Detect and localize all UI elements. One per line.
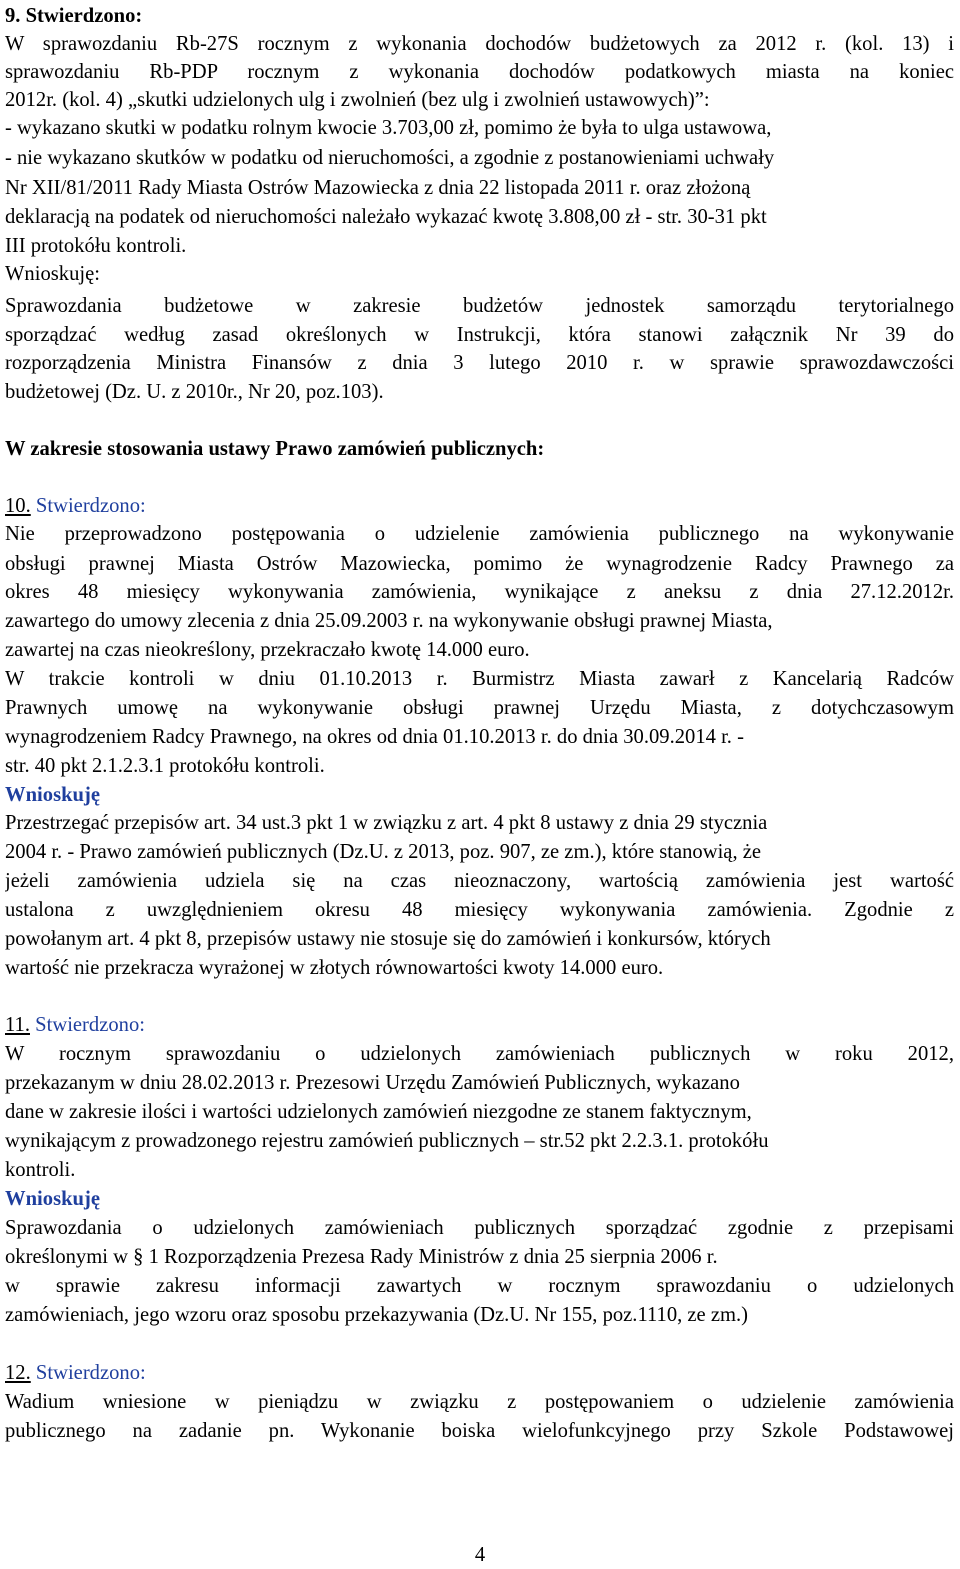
section-10-line-3: okres 48 miesięcy wykonywania zamówienia, wynikające z aneksu z dnia 27.12.2012r. <box>5 581 954 603</box>
page-number: 4 <box>474 1544 486 1566</box>
section-9-recommend-line-3: rozporządzenia Ministra Finansów z dnia 3 lutego 2010 r. w sprawie sprawozdawczości <box>5 352 954 374</box>
section-11-label: Stwierdzono: <box>35 1014 145 1036</box>
section-11-line-2: przekazanym w dniu 28.02.2013 r. Prezesowi Urzędu Zamówień Publicznych, wykazano <box>5 1072 740 1094</box>
section-9-line-8: III protokółu kontroli. <box>5 235 187 257</box>
section-11-recommend-line-1: Sprawozdania o udzielonych zamówieniach publicznych sporządzać zgodnie z przepisami <box>5 1217 954 1239</box>
section-11-recommend-line-3: w sprawie zakresu informacji zawartych w rocznym sprawozdaniu o udzielonych <box>5 1275 954 1297</box>
section-10-number: 10. <box>5 495 31 517</box>
section-11-recommend-label: Wnioskuję <box>5 1188 100 1210</box>
section-10-label: Stwierdzono: <box>35 495 146 517</box>
section-11-line-3: dane w zakresie ilości i wartości udzielonych zamówień niezgodne ze stanem faktycznym, <box>5 1101 752 1123</box>
section-9-line-6: Nr XII/81/2011 Rady Miasta Ostrów Mazowiecka z dnia 22 listopada 2011 r. oraz złożoną <box>5 177 751 199</box>
section-10-line-4: zawartego do umowy zlecenia z dnia 25.09.2003 r. na wykonywanie obsługi prawnej Miasta, <box>5 610 773 632</box>
section-10-line-6: W trakcie kontroli w dniu 01.10.2013 r. Burmistrz Miasta zawarł z Kancelarią Radców <box>5 668 954 690</box>
section-12-line-1: Wadium wniesione w pieniądzu w związku z postępowaniem o udzielenie zamówienia <box>5 1391 954 1413</box>
section-10-heading <box>5 494 954 518</box>
section-9-heading: 9. Stwierdzono: <box>5 5 143 27</box>
section-10-line-5: zawartej na czas nieokreślony, przekraczało kwotę 14.000 euro. <box>5 639 530 661</box>
section-11-number: 11. <box>5 1014 30 1036</box>
section-10-line-9: str. 40 pkt 2.1.2.3.1 protokółu kontroli. <box>5 755 325 777</box>
section-9-recommend-line-1: Sprawozdania budżetowe w zakresie budżetów jednostek samorządu terytorialnego <box>5 295 954 317</box>
section-10-recommend-line-3: jeżeli zamówienia udziela się na czas nieoznaczony, wartością zamówienia jest wartość <box>5 870 954 892</box>
section-10-recommend-line-1: Przestrzegać przepisów art. 34 ust.3 pkt 1 w związku z art. 4 pkt 8 ustawy z dnia 29 stycznia <box>5 812 768 834</box>
section-10-line-8: wynagrodzeniem Radcy Prawnego, na okres od dnia 01.10.2013 r. do dnia 30.09.2014 r. - <box>5 726 744 748</box>
section-11-line-4: wynikającym z prowadzonego rejestru zamówień publicznych – str.52 pkt 2.2.3.1. protokółu <box>5 1130 769 1152</box>
section-11-line-5: kontroli. <box>5 1159 76 1181</box>
section-9-line-5: - nie wykazano skutków w podatku od nieruchomości, a zgodnie z postanowieniami uchwały <box>5 147 775 169</box>
section-11-recommend-line-4: zamówieniach, jego wzoru oraz sposobu przekazywania (Dz.U. Nr 155, poz.1110, ze zm.) <box>5 1304 749 1326</box>
section-10-recommend-label: Wnioskuję <box>5 784 100 806</box>
section-12-heading <box>5 1361 954 1385</box>
section-9-recommend-line-4: budżetowej (Dz. U. z 2010r., Nr 20, poz.103). <box>5 381 384 403</box>
section-9-recommend-label: Wnioskuję: <box>5 263 100 285</box>
section-11-recommend-line-2: określonymi w § 1 Rozporządzenia Prezesa Rady Ministrów z dnia 25 sierpnia 2006 r. <box>5 1246 718 1268</box>
section-10-recommend-line-2: 2004 r. - Prawo zamówień publicznych (Dz.U. z 2013, poz. 907, ze zm.), które stanowią, że <box>5 841 762 863</box>
section-10-recommend-line-4: ustalona z uwzględnieniem okresu 48 miesięcy wykonywania zamówienia. Zgodnie z <box>5 899 954 921</box>
section-11-heading <box>5 1013 954 1037</box>
section-10-line-1: Nie przeprowadzono postępowania o udzielenie zamówienia publicznego na wykonywanie <box>5 523 954 545</box>
section-12-line-2: publicznego na zadanie pn. Wykonanie boiska wielofunkcyjnego przy Szkole Podstawowej <box>5 1420 954 1442</box>
section-9-line-3: 2012r. (kol. 4) „skutki udzielonych ulg i zwolnień (bez ulg i zwolnień ustawowych)”: <box>5 89 710 111</box>
section-9-line-7: deklaracją na podatek od nieruchomości należało wykazać kwotę 3.808,00 zł - str. 30-31 pkt <box>5 206 767 228</box>
section-10-line-7: Prawnych umowę na wykonywanie obsługi prawnej Urzędu Miasta, z dotychczasowym <box>5 697 954 719</box>
section-9-line-1: W sprawozdaniu Rb-27S rocznym z wykonania dochodów budżetowych za 2012 r. (kol. 13) i <box>5 33 954 55</box>
section-12-number: 12. <box>5 1362 31 1384</box>
section-9-line-4: - wykazano skutki w podatku rolnym kwocie 3.703,00 zł, pomimo że była to ulga ustawowa, <box>5 117 772 139</box>
section-title-public-procurement: W zakresie stosowania ustawy Prawo zamówień publicznych: <box>5 438 545 460</box>
section-11-line-1: W rocznym sprawozdaniu o udzielonych zamówieniach publicznych w roku 2012, <box>5 1043 954 1065</box>
section-9-recommend-line-2: sporządzać według zasad określonych w Instrukcji, która stanowi załącznik Nr 39 do <box>5 324 954 346</box>
section-12-label: Stwierdzono: <box>35 1362 146 1384</box>
section-10-line-2: obsługi prawnej Miasta Ostrów Mazowiecka, pomimo że wynagrodzenie Radcy Prawnego za <box>5 553 954 575</box>
section-10-recommend-line-5: powołanym art. 4 pkt 8, przepisów ustawy nie stosuje się do zamówień i konkursów, których <box>5 928 771 950</box>
section-10-recommend-line-6: wartość nie przekracza wyrażonej w złotych równowartości kwoty 14.000 euro. <box>5 957 664 979</box>
section-9-line-2: sprawozdaniu Rb-PDP rocznym z wykonania dochodów podatkowych miasta na koniec <box>5 61 954 83</box>
